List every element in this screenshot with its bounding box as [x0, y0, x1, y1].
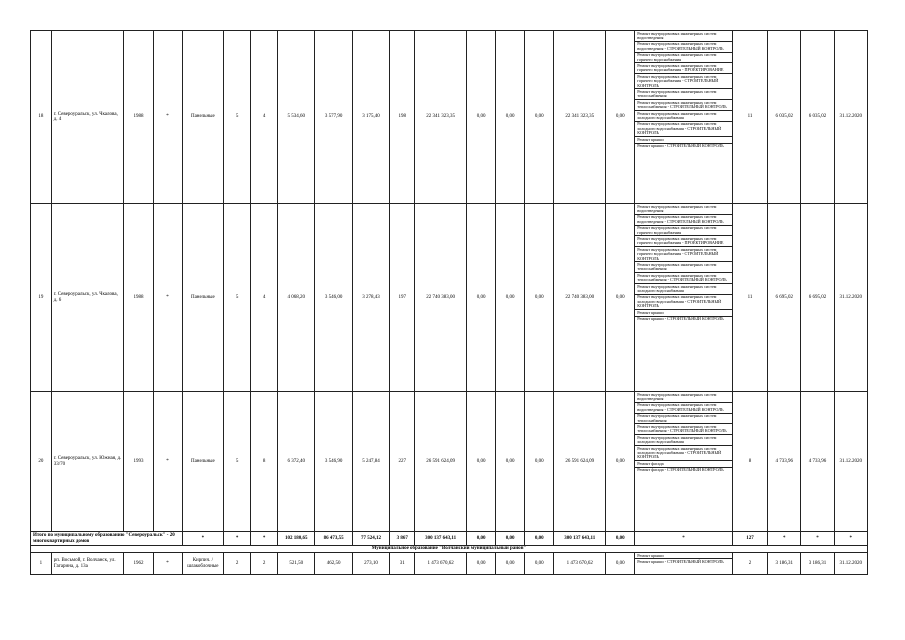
- work-item: Ремонт внутридомовых инженерных систем холодного водоснабжения: [635, 111, 732, 122]
- cell-other: 0,00: [606, 392, 635, 532]
- cell-floors: 5: [224, 204, 251, 392]
- total-area-total: 102 180,65: [278, 532, 315, 546]
- cell-star: *: [153, 553, 182, 575]
- cell-residents: 31: [390, 553, 415, 575]
- cell-count: 11: [732, 204, 767, 392]
- work-item: Ремонт внутридомовых инженерных систем теплоснабжения: [635, 262, 732, 273]
- cell-count: 8: [732, 392, 767, 532]
- cell-owners: 1 473 670,62: [554, 553, 606, 575]
- work-item: Ремонт внутридомовых инженерных систем холодного водоснабжения - СТРОИТЕЛЬНЫЙ КОНТРОЛЬ: [635, 122, 732, 137]
- work-item: Ремонт внутридомовых инженерных систем горячего водоснабжения: [635, 53, 732, 64]
- cell-date: 31.12.2020: [834, 553, 867, 575]
- cell-owners: 26 591 624,09: [554, 392, 606, 532]
- cell-unit-a: 3 186,31: [768, 553, 801, 575]
- cell-year: 1988: [124, 204, 153, 392]
- cell-other: 0,00: [606, 553, 635, 575]
- cell-floors: 5: [224, 392, 251, 532]
- cell-area-living: 3 546,90: [315, 392, 352, 532]
- cell-area-living: 3 546,00: [315, 204, 352, 392]
- work-item: Ремонт внутридомовых инженерных систем водоотведения: [635, 392, 732, 403]
- cell-date: 31.12.2020: [834, 204, 867, 392]
- work-item: Ремонт внутридомовых инженерных систем горячего водоснабжения - СТРОИТЕЛЬНЫЙ КОНТРОЛЬ: [635, 247, 732, 262]
- cell-residents: 227: [390, 392, 415, 532]
- total-row: [31, 532, 868, 546]
- works-list-cell: [635, 204, 733, 392]
- cell-fund-a: 0,00: [467, 31, 496, 204]
- total-cost-total: 300 137 643,11: [415, 532, 467, 546]
- table-row: [31, 553, 868, 575]
- work-item: Ремонт внутридомовых инженерных систем горячего водоснабжения - ПРОЕКТИРОВАНИЕ: [635, 236, 732, 247]
- work-item: Ремонт фасада - СТРОИТЕЛЬНЫЙ КОНТРОЛЬ: [637, 467, 724, 473]
- work-item: Ремонт фасада: [635, 461, 732, 467]
- work-item: Ремонт крыши - СТРОИТЕЛЬНЫЙ КОНТРОЛЬ: [637, 143, 724, 149]
- cell-unit-a: 6 695,02: [768, 204, 801, 392]
- cell-floors: 2: [224, 553, 251, 575]
- works-list-cell: [635, 553, 733, 575]
- cell-unit-b: 6 695,02: [801, 204, 834, 392]
- cell-address: г. Североуральск, ул. Южная, д. 33/70: [51, 392, 124, 532]
- works-list-cell: [635, 392, 733, 532]
- total-residents: 3 867: [390, 532, 415, 546]
- work-item: Ремонт внутридомовых инженерных систем теплоснабжения - СТРОИТЕЛЬНЫЙ КОНТРОЛЬ: [635, 100, 732, 111]
- work-item: Ремонт внутридомовых инженерных систем теплоснабжения: [635, 89, 732, 100]
- cell-fund-a: 0,00: [467, 204, 496, 392]
- work-item: Ремонт крыши: [635, 553, 732, 559]
- cell-area-nonliving: 3 278,43: [352, 204, 389, 392]
- cell-star: *: [153, 204, 182, 392]
- capital-repair-table: [30, 30, 868, 575]
- work-item: Ремонт внутридомовых инженерных систем холодного водоснабжения - СТРОИТЕЛЬНЫЙ КОНТРОЛЬ: [635, 295, 732, 310]
- cell-entrances: 4: [251, 204, 278, 392]
- cell-num: 19: [31, 204, 52, 392]
- work-item: Ремонт внутридомовых инженерных систем водоотведения - СТРОИТЕЛЬНЫЙ КОНТРОЛЬ: [635, 403, 732, 414]
- work-item: Ремонт внутридомовых инженерных систем холодного водоснабжения: [635, 435, 732, 446]
- cell-area-total: 6 372,40: [278, 392, 315, 532]
- cell-material: Панельные: [182, 392, 224, 532]
- cell-fund-a: 0,00: [467, 392, 496, 532]
- cell-area-nonliving: 5 247,84: [352, 392, 389, 532]
- cell-material: Панельные: [182, 204, 224, 392]
- total-c1: *: [182, 532, 224, 546]
- cell-residents: 198: [390, 31, 415, 204]
- cell-address: г. Североуральск, ул. Чкалова, д. 4: [51, 31, 124, 204]
- municipality-title: Муниципальное образование "Волчанский муниципальный район": [31, 546, 868, 553]
- cell-fund-c: 0,00: [525, 553, 554, 575]
- work-item: Ремонт внутридомовых инженерных систем водоотведения: [635, 204, 732, 215]
- cell-fund-b: 0,00: [496, 553, 525, 575]
- work-item: Ремонт внутридомовых инженерных систем горячего водоснабжения: [635, 226, 732, 237]
- cell-num: 1: [31, 553, 52, 575]
- total-unit-a: *: [768, 532, 801, 546]
- table-row: [31, 392, 868, 532]
- cell-year: 1962: [124, 553, 153, 575]
- cell-cost-total: 22 740 383,00: [415, 204, 467, 392]
- cell-fund-a: 0,00: [467, 553, 496, 575]
- cell-cost-total: 26 591 624,09: [415, 392, 467, 532]
- cell-area-nonliving: 273,10: [352, 553, 389, 575]
- total-fund-a: 0,00: [467, 532, 496, 546]
- cell-num: 18: [31, 31, 52, 204]
- work-item: Ремонт крыши: [635, 137, 732, 143]
- work-item: Ремонт внутридомовых инженерных систем теплоснабжения: [635, 414, 732, 425]
- total-c2: *: [224, 532, 251, 546]
- cell-fund-b: 0,00: [496, 392, 525, 532]
- cell-unit-b: 6 035,02: [801, 31, 834, 204]
- cell-entrances: 4: [251, 31, 278, 204]
- cell-star: *: [153, 31, 182, 204]
- work-item: Ремонт внутридомовых инженерных систем теплоснабжения - СТРОИТЕЛЬНЫЙ КОНТРОЛЬ: [635, 424, 732, 435]
- work-item: Ремонт внутридомовых инженерных систем теплоснабжения - СТРОИТЕЛЬНЫЙ КОНТРОЛЬ: [635, 273, 732, 284]
- municipality-row: [31, 546, 868, 553]
- work-item: Ремонт крыши - СТРОИТЕЛЬНЫЙ КОНТРОЛЬ: [637, 558, 724, 564]
- cell-unit-b: 4 733,96: [801, 392, 834, 532]
- work-item: Ремонт внутридомовых инженерных систем горячего водоснабжения - СТРОИТЕЛЬНЫЙ КОНТРОЛЬ: [635, 74, 732, 89]
- work-item: Ремонт крыши: [635, 310, 732, 316]
- work-item: Ремонт внутридомовых инженерных систем водоотведения - СТРОИТЕЛЬНЫЙ КОНТРОЛЬ: [635, 42, 732, 53]
- cell-unit-b: 3 186,31: [801, 553, 834, 575]
- total-fund-b: 0,00: [496, 532, 525, 546]
- cell-area-living: 3 577,90: [315, 31, 352, 204]
- cell-unit-a: 4 733,96: [768, 392, 801, 532]
- cell-entrances: 2: [251, 553, 278, 575]
- cell-entrances: 8: [251, 392, 278, 532]
- works-list-cell: [635, 31, 733, 204]
- cell-area-nonliving: 3 175,40: [352, 31, 389, 204]
- cell-address: г. Североуральск, ул. Чкалова, д. 6: [51, 204, 124, 392]
- cell-floors: 5: [224, 31, 251, 204]
- cell-owners: 22 740 383,00: [554, 204, 606, 392]
- cell-area-total: 5 534,60: [278, 31, 315, 204]
- total-count: 127: [732, 532, 767, 546]
- cell-fund-c: 0,00: [525, 31, 554, 204]
- capital-repair-table-page: [30, 30, 868, 575]
- total-owners: 300 137 643,11: [554, 532, 606, 546]
- cell-area-total: 4 068,20: [278, 204, 315, 392]
- total-date: *: [834, 532, 867, 546]
- work-item: Ремонт внутридомовых инженерных систем горячего водоснабжения - ПРОЕКТИРОВАНИЕ: [635, 63, 732, 74]
- cell-year: 1993: [124, 392, 153, 532]
- cell-area-total: 521,50: [278, 553, 315, 575]
- work-item: Ремонт внутридомовых инженерных систем холодного водоснабжения - СТРОИТЕЛЬНЫЙ КОНТРОЛЬ: [635, 446, 732, 461]
- total-unit-b: *: [801, 532, 834, 546]
- total-works: *: [635, 532, 733, 546]
- table-row: [31, 31, 868, 204]
- cell-material: Кирпич. / шлакоблочные: [182, 553, 224, 575]
- work-item: Ремонт крыши - СТРОИТЕЛЬНЫЙ КОНТРОЛЬ: [637, 316, 724, 322]
- total-fund-c: 0,00: [525, 532, 554, 546]
- cell-num: 20: [31, 392, 52, 532]
- cell-fund-b: 0,00: [496, 204, 525, 392]
- total-other: 0,00: [606, 532, 635, 546]
- cell-cost-total: 22 341 323,35: [415, 31, 467, 204]
- cell-material: Панельные: [182, 31, 224, 204]
- table-row: [31, 204, 868, 392]
- total-c3: *: [251, 532, 278, 546]
- cell-other: 0,00: [606, 31, 635, 204]
- cell-fund-c: 0,00: [525, 204, 554, 392]
- total-area-living: 86 473,55: [315, 532, 352, 546]
- cell-owners: 22 341 323,35: [554, 31, 606, 204]
- cell-year: 1988: [124, 31, 153, 204]
- cell-star: *: [153, 392, 182, 532]
- work-item: Ремонт внутридомовых инженерных систем водоотведения - СТРОИТЕЛЬНЫЙ КОНТРОЛЬ: [635, 215, 732, 226]
- cell-count: 11: [732, 31, 767, 204]
- cell-other: 0,00: [606, 204, 635, 392]
- cell-address: рп. Восьмой, г. Волчанск, ул. Гагарина, д. 13а: [51, 553, 124, 575]
- total-area-nonliving: 77 524,12: [352, 532, 389, 546]
- work-item: Ремонт внутридомовых инженерных систем водоотведения: [635, 31, 732, 42]
- cell-area-living: 462,50: [315, 553, 352, 575]
- cell-cost-total: 1 473 670,62: [415, 553, 467, 575]
- work-item: Ремонт внутридомовых инженерных систем холодного водоснабжения: [635, 284, 732, 295]
- cell-count: 2: [732, 553, 767, 575]
- cell-fund-c: 0,00: [525, 392, 554, 532]
- cell-fund-b: 0,00: [496, 31, 525, 204]
- cell-date: 31.12.2020: [834, 31, 867, 204]
- cell-date: 31.12.2020: [834, 392, 867, 532]
- cell-residents: 197: [390, 204, 415, 392]
- cell-unit-a: 6 035,02: [768, 31, 801, 204]
- total-label: Итого по муниципальному образованию "Североуральск" - 20 многоквартирных домов: [31, 532, 183, 546]
